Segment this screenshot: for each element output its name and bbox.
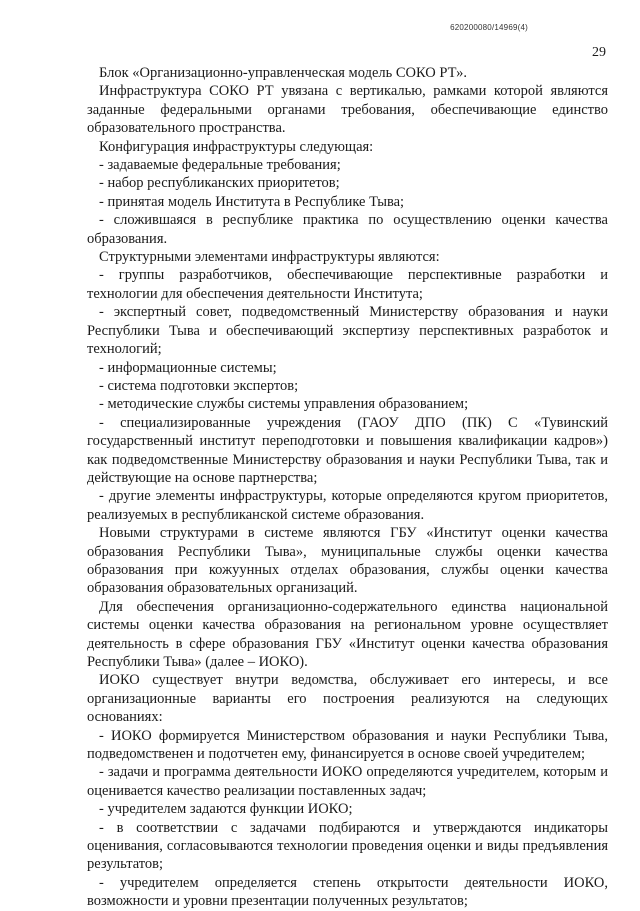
list-item: - информационные системы;: [99, 359, 277, 376]
paragraph: Структурными элементами инфраструктуры являются:: [99, 249, 440, 266]
list-item: - экспертный совет, подведомственный Министерству образования и науки Республики Тыва и обеспечивающий экспертизу перспективных разработок и технологий;: [87, 304, 608, 358]
list-item: - задачи и программа деятельности ИОКО определяются учредителем, которым и оценивается качество реализации поставленных задач;: [87, 764, 608, 799]
list-item: - набор республиканских приоритетов;: [99, 175, 340, 192]
list-item: - группы разработчиков, обеспечивающие перспективные разработки и технологии для обеспечения деятельности Института;: [87, 267, 608, 302]
list-item: - сложившаяся в республике практика по осуществлению оценки качества образования.: [87, 212, 608, 247]
list-item: - учредителем задаются функции ИОКО;: [99, 801, 353, 818]
list-item: - задаваемые федеральные требования;: [99, 157, 341, 174]
list-item: - другие элементы инфраструктуры, которые определяются кругом приоритетов, реализуемых в республиканской системе образования.: [87, 488, 608, 523]
document-body: [87, 64, 608, 911]
paragraph: Блок «Организационно-управленческая модель СОКО РТ».: [99, 65, 468, 81]
paragraph: Инфраструктура СОКО РТ увязана с вертикалью, рамками которой являются заданные федеральными органами требования, обеспечивающие единство образовательного пространства.: [87, 83, 608, 137]
list-item: - ИОКО формируется Министерством образования и науки Республики Тыва, подведомственен и подотчетен ему, финансируется в основе своей учредителем;: [87, 727, 608, 763]
list-item: - принятая модель Института в Республике Тыва;: [99, 193, 405, 210]
list-item: - учредителем определяется степень открытости деятельности ИОКО, возможности и уровни презентации полученных результатов;: [87, 874, 608, 910]
paragraph: Конфигурация инфраструктуры следующая:: [99, 138, 374, 155]
list-item: - в соответствии с задачами подбираются и утверждаются индикаторы оценивания, согласовываются технологии проведения оценки и виды предъявления результатов;: [87, 819, 608, 873]
list-item: - система подготовки экспертов;: [99, 377, 299, 394]
paragraph: Для обеспечения организационно-содержательного единства национальной системы оценки качества образования на региональном уровне осуществляет деятельность в сфере образования ГБУ «Институт оценки качества образования Республики Тыва» (далее – ИОКО).: [87, 598, 608, 670]
page-number: 29: [592, 45, 606, 60]
list-item: - специализированные учреждения (ГАОУ ДПО (ПК) С «Тувинский государственный институт переподготовки и повышения квалификации кадров») как подведомственные Министерству образования и науки Республики Тыва, так и действующие на основе партнерства;: [87, 414, 608, 486]
paragraph: ИОКО существует внутри ведомства, обслуживает его интересы, и все организационные варианты его построения реализуются на следующих основаниях:: [87, 672, 608, 726]
document-id: 620200080/14969(4): [450, 23, 528, 32]
paragraph: Новыми структурами в системе являются ГБУ «Институт оценки качества образования Республики Тыва», муниципальные службы оценки качества образования при кожуунных отделах образования, службы оценки качества образования образовательных организаций.: [87, 525, 608, 597]
list-item: - методические службы системы управления образованием;: [99, 396, 469, 413]
